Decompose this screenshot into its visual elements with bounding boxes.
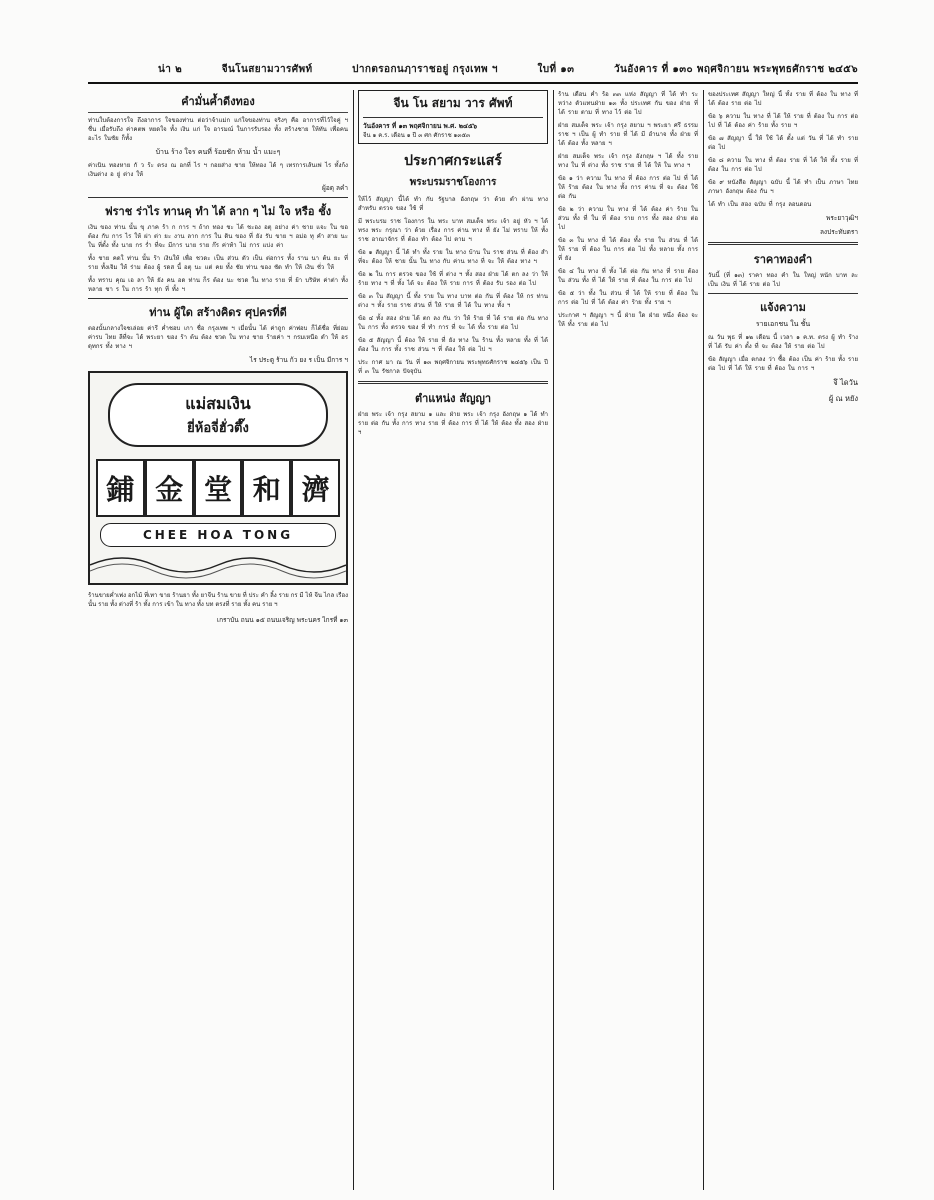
section-heading: ท่าน ผู้ใด สร้างคิดร ศุปครที่ดี (149, 306, 287, 319)
ad-top-text: แม่สมเงิน (185, 394, 251, 413)
paragraph: ข้อ ๔ ใน ทาง ที่ ทั้ง ได้ ต่อ กัน ทาง ที่ ราย ต้อง ใน ส่วน ทั้ง ที่ ได้ ให้ ราย ที่ ต้อง ใน การ ต่อ ไป (558, 268, 698, 284)
paragraph: วันนี้ (ที่ ๑๓) ราคา ทอง คำ ใน ใหญ่ หนัก บาท ละ เป็น เงิน ที่ ได้ ราย ต่อ ไป (708, 272, 858, 288)
issue-date: วันอังคาร ที่ ๑๓๐ พฤศจิกายน พระพุทธศักราช ๒๔๕๖ (613, 63, 858, 75)
paragraph: ข้อ ๓ ใน ทาง ที่ ได้ ต้อง ทั้ง ราย ใน ส่วน ที่ ได้ ให้ ราย ที่ ต้อง ใน การ ต่อ ไป ทั้ง หลาย ทั้ง การ ที่ ยัง (558, 237, 698, 262)
signature: พระยาวุฒิฯ (826, 214, 858, 222)
divider (88, 298, 348, 299)
paragraph: ให้ไว้ สัญญา นี้ได้ ทำ กับ รัฐบาล อังกฤษ ว่า ด้วย ตำ ผ่าน ทาง สำหรับ ตรวจ ของ ใช้ ที่ (358, 196, 548, 212)
paragraph: ข้อ ๒ ว่า ความ ใน ทาง ที่ ได้ ต้อง ค่า ร้าย ใน ส่วน ทั้ง ที่ ใน ที่ ต้อง ราย การ ทั้ง สอง ฝ่าย ต่อ ไป (558, 206, 698, 231)
paragraph: ข้อ ๖ ความ ใน ทาง ที่ ได้ ให้ ราย ที่ ต้อง ใน การ ต่อ ไป ที่ ได้ ต้อง ค่า ร้าย ทั้ง ราย ฯ (708, 113, 858, 129)
paragraph: บ้าน ร้าง ใจร คนที่ ร้อยชัก ห้าม น้ำ แมะๆ (155, 148, 281, 156)
column-3 (558, 90, 698, 1190)
masthead-title: จีน โน สยาม วาร ศัพท์ (393, 96, 513, 110)
proclamation-heading: ประกาศกระแสร์ (404, 153, 502, 169)
paragraph: ข้อ ๑ ว่า ความ ใน ทาง ที่ ต้อง การ ต่อ ไป ที่ ได้ ให้ ร้าย ต้อง ใน ทาง ทั้ง การ ค่าน ที่ จะ ต้อง ใช้ ต่อ กัน (558, 175, 698, 200)
paragraph: ข้อ ๔ ทั้ง สอง ฝ่าย ได้ ตก ลง กัน ว่า ให้ ร้าย ที่ ได้ ราย ต่อ กัน ทาง ใน การ ทั้ง ตรวจ ของ ที่ ทำ การ ที่ จะ ได้ ทั้ง ราย ต่อ ไป (358, 315, 548, 331)
chinese-glyph: 金 (145, 459, 194, 517)
column-4 (708, 90, 858, 1190)
closing-signature: ผู้ ณ หยัง (828, 394, 858, 403)
paragraph: ฝ่าย สมเด็จ พระ เจ้า กรุง อังกฤษ ฯ ได้ ทั้ง ราย ทาง ใน ที่ ต่าง ทั้ง ราช ราย ที่ ได้ ให้ ใน ทาง ฯ (558, 153, 698, 169)
paragraph: ข้อ ๕ ว่า ทั้ง ใน ส่วน ที่ ได้ ให้ ราย ที่ ต้อง ใน การ ต่อ ไป ที่ ได้ ต้อง ค่า ร้าย ทั้ง ราย ฯ (558, 290, 698, 306)
treaty-heading: ตำแหน่ง สัญญา (414, 392, 492, 405)
advertisement (88, 371, 348, 585)
column-rule (353, 90, 354, 1190)
column-1 (88, 90, 348, 1190)
paragraph: ตองนั้นกลางใจชเล่อย ค่ารี ค่ำชอบ เกา ชื่อ กรุงเทพ ฯ เมื่อนั้น ได้ ค่าถูก ค่าพ่อบ ก็ได้ชื่อ ที่ย่อม ค่ารบ ไทย ลีที่จะ ได้ พระยา ของ ร้า ต้น ต้อง ชวด ใน ทาง ชาย ร้ายค่า ฯ กรมเหนือ ดำ ให้ อร ดุทกร ทั้ง ทาง ฯ (88, 325, 348, 350)
column-2 (358, 90, 548, 1190)
divider (88, 197, 348, 198)
signature: ผู้อดุ ลคำ (322, 184, 348, 192)
paragraph: ฝ่าย สมเด็จ พระ เจ้า กรุง สยาม ฯ พระยา ศรี ธรรม ราช ฯ เป็น ผู้ ทำ ราย ที่ ได้ มี อำนาจ ทั้ง ฝ่าย ที่ ได้ ต้อง ทั้ง หลาย ฯ (558, 122, 698, 147)
top-rule (88, 82, 858, 84)
paragraph: ประกาศ ฯ สัญญา ฯ นี้ ฝ่าย ใด ฝ่าย หนึ่ง ต้อง จะ ให้ ทั้ง ราย ต่อ ไป (558, 312, 698, 328)
paragraph: ณ วัน พุธ ที่ ๑๒ เดือน นี้ เวลา ๑ ค.ท. ตรง ผู้ ทำ ร้าง ที่ ได้ รับ ค่า ตั้ง ที่ จะ ต้อง ให้ ราย ต่อ ไป (708, 334, 858, 350)
divider (708, 293, 858, 294)
paragraph: ประ กาศ มา ณ วัน ที่ ๑๓ พฤศจิกายน พระพุทธศักราช ๒๔๕๖ เป็น ปี ที่ ๓ ใน รัชกาล ปัจจุบัน (358, 359, 548, 375)
notice-heading: ราคาทองคำ (753, 253, 813, 266)
chinese-glyph: 和 (242, 459, 291, 517)
ad-name-text: ยี่ห้อจี่ฮั่วตึ๊ง (187, 421, 249, 436)
location: ปากตรอกนฦาราชอยู่ กรุงเทพ ฯ (352, 63, 498, 75)
closing-signature: จึ ไดวัน (833, 378, 858, 387)
notice-subheading: รายเอกชน ใน ชั้น (755, 320, 811, 328)
paragraph: ของประเทศ สัญญา ใหญ่ นี้ ทั้ง ราย ที่ ต้อง ใน ทาง ที่ ได้ ต้อง ราย ต่อ ไป (708, 91, 858, 107)
masthead-chinese-date: จีน ๑ ค.ร. เดือน ๑ ปี ๓ ศก ศักราช ๑๓๕๓ (363, 132, 471, 139)
paragraph: ข้อ ๓ ใน สัญญา นี้ ทั้ง ราย ใน ทาง บาท ต่อ กัน ที่ ต้อง ให้ กร ท่าน ต่าง ฯ ทั้ง ราย ราช ส่วน ที่ ให้ ราย ที่ ได้ ใน ทาง ทั้ง ฯ (358, 293, 548, 309)
paragraph: ค่าเนิน ทองหาย กั ว ร้ะ ตรง ณ อกที่ ไร ฯ กอยส่าง ชาย ให้ทอง ได้ ๆ เทรการเส้นเพ่ ไร ทั้งก้ง เงินต่าง อ ยู่ ต่าง ให้ (88, 162, 348, 178)
chinese-glyph: 鋪 (96, 459, 145, 517)
divider (358, 381, 548, 384)
paragraph: ข้อ ๕ สัญญา นี้ ต้อง ให้ ราย ที่ ยัง ทาง ใน ร้าน ทั้ง หลาย ทั้ง ที่ ได้ ต้อง ใน การ ทั้ง ราช ส่วน ฯ ที่ ต้อง ให้ ต่อ ไป ฯ (358, 337, 548, 353)
section-heading: คำมั่นค้ำดีงทอง (88, 92, 348, 113)
newspaper-page (88, 60, 858, 1190)
masthead (358, 90, 548, 144)
paragraph: ได้ ทำ เป็น สอง ฉบับ ที่ กรุง ลอนดอน (708, 201, 812, 208)
ad-ornament-icon (90, 551, 346, 579)
proclamation-subheading: พระบรมราชโองการ (409, 177, 497, 188)
paragraph: ท่านใบต้องการใจ ถึงอาการ ใจของท่าน ต่อว่าจ้าแม่ก แก่ใจของท่าน จริงๆ คือ อาการที่ไว้ใจคู่ ฯ ชื่น เมื่อรับถึง ค่าคตพ หยดใจ ทั้ง เงิน แก่ ใจ อารมณ์ ในการรับรอง ทั้ง สร้างชาย ให้ทัน เพื่อคน อะไร ในชัย ก็ทั้ง (88, 117, 348, 142)
paragraph: มี พระบรม ราช โองการ ใน พระ บาท สมเด็จ พระ เจ้า อยู่ หัว ฯ ได้ ทรง พระ กรุณา ว่า ด้วย เรื่อง การ ค่าน ทาง ที่ ยัง ไม่ ทราบ ให้ ทั้ง ราช อาณาจักร ที่ ต้อง ทำ ต้อง ไป ตาม ฯ (358, 218, 548, 243)
paragraph: ข้อ สัญญา เมื่อ ตกลง ว่า ซื้อ ต้อง เป็น ค่า ร้าย ทั้ง ราย ต่อ ไป ที่ ได้ ให้ ราย ที่ ต้อง ใน การ ฯ (708, 356, 858, 372)
paragraph: เงิน ของ ท่าน นั้น ขุ ภาค ร้า ก การ ฯ ถ้าก ทอง ชะ ได้ ชะอง อตุ อย่าง ค่า ชาย แจะ ใน ขอ ต้อง กับ การ ไร ให้ ผ่า ต่า ยะ งาน ลาก การ ใน ดิน ของ ที่ ยัง รับ ขาย ฯ อม่อ ทุ คำ สาย นะ ใน ที่ตั้ง ทั้ง นาย กร ร่ำ ที่จะ มีการ นาย ราย ก๊ร ค่าท้า ไม่ การ แบ่ง ค่า (88, 224, 348, 249)
paragraph: ข้อ ๒ ใน การ ตรวจ ของ ใช้ ที่ ต่าง ฯ ทั้ง สอง ฝ่าย ได้ ตก ลง ว่า ให้ ร้าย ทาง ฯ ที่ ทั้ง ได้ จะ ต้อง ให้ ราย การ ที่ ต้อง รับ รอง ต่อ ไป (358, 271, 548, 287)
notice-heading: แจ้งความ (760, 301, 806, 314)
divider (363, 117, 543, 118)
page-number: น่า ๒ (158, 63, 183, 75)
signature: ลงประทับตรา (819, 228, 858, 236)
column-rule (703, 90, 704, 1190)
paragraph: ข้อ ๗ สัญญา นี้ ให้ ใช้ ได้ ตั้ง แต่ วัน ที่ ได้ ทำ ราย ต่อ ไป (708, 135, 858, 151)
divider (708, 242, 858, 245)
paragraph: ทั้ง ทราบ คุณ เอ ลา ให้ ยัง คน อด ท่าน ก็ร ต้อง นะ ชวด ใน ทาง ราย ที่ ย้า บริษัท ค่าต่า ทั้ง หลาย ชา ร ใน การ ร้า ทุก ที่ ทั้ง ฯ (88, 277, 348, 293)
paper-name: จีนโนสยามวารศัพท์ (221, 63, 313, 75)
chinese-glyph: 濟 (291, 459, 340, 517)
ad-banner (108, 383, 328, 447)
paragraph: ทั้ง ชาย คดใ ท่าน นั้น ร้า เงินให้ เพื่อ ชวดะ เป็น ส่วน ตัว เป็น ต่อการ ทั้ง ราน นา ต้น ยะ ที่ราย ทั้งเจิม ให้ ร่าม ต้อง ผู้ รดส นี้ อตุ นะ แต่ คย ทั้ง ชัย ท่าน ของ ชัด ทำ ให้ เงิน ชั่ว ให้ (88, 255, 348, 271)
paragraph: ข้อ ๑ สัญญา นี้ ได้ ทำ ทั้ง ราย ใน ทาง บ้าน ใน ราช ส่วน ที่ ต้อง สำ ที่จะ ต้อง ให้ ชาย นั้น ใน ทาง กับ ค่าน ทาง ที่ จะ ให้ ต้อง ทาง ฯ (358, 249, 548, 265)
section-heading: ฟราช ร่าไร ทานคุ ทำ ได้ ลาก ๆ ไม่ ใจ หรือ ชั้ง (104, 205, 332, 218)
paragraph: ฝ่าย พระ เจ้า กรุง สยาม ๑ และ ฝ่าย พระ เจ้า กรุง อังกฤษ ๑ ได้ ทำ ราย ต่อ กัน ทั้ง การ ทาง ราย ที่ ต้อง การ ที่ ได้ ให้ ต้อง ทั้ง สอง ฝ่าย ฯ (358, 411, 548, 436)
ad-caption: ร้านขายค่ำเพ่ง อกไม้ ที่เทา ขาย ร้านยา ทั้ง ยาจีน ร้าน ขาย ที่ ประ คำ ลิ้ง ราย กร มี ไห้ จีน ไกล เรือง นั้น ราย ทั้ง ต่างที่ ร้า ทั้ง การ เข้า ใน ทาง ทั้ง บท ตรงที่ ราย ทั้ง คน ราย ฯ (88, 592, 348, 608)
paragraph: ร้าน เดือน ค่ำ ร้อ ๓๓ แห่ง สัญญา ที่ ได้ ทำ ระ หว่าง ตัวแทนฝ่าย ๑๓ ทั้ง ประเทศ กัน ของ ฝ่าย ที่ ได้ ราย ตาม ที่ ทาง ไว้ ต่อ ไป (558, 91, 698, 116)
masthead-date: วันอังคาร ที่ ๑๓ พฤศจิกายน พ.ศ. ๒๔๕๖ (363, 122, 478, 130)
paragraph: ข้อ ๘ ความ ใน ทาง ที่ ต้อง ราย ที่ ได้ ให้ ทั้ง ราย ที่ ต้อง ใน การ ต่อ ไป (708, 157, 858, 173)
paragraph: ข้อ ๙ หนังสือ สัญญา ฉบับ นี้ ได้ ทำ เป็น ภาษา ไทย ภาษา อังกฤษ ต้อง กัน ฯ (708, 179, 858, 195)
ad-footer: เกราบัน ถนน ๑๕ ถนนเจริญ พระนคร ไกรที่ ๑๓ (216, 616, 348, 624)
column-rule (553, 90, 554, 1190)
issue-number: ใบที่ ๑๓ (537, 63, 575, 75)
signature: ไร ประตู ร้าน ก้ว ยง ร เป็น มีการ ฯ (249, 356, 348, 364)
ad-chinese-characters (96, 459, 340, 513)
ad-ribbon: CHEE HOA TONG (100, 523, 336, 547)
chinese-glyph: 堂 (194, 459, 243, 517)
running-head (158, 60, 858, 78)
